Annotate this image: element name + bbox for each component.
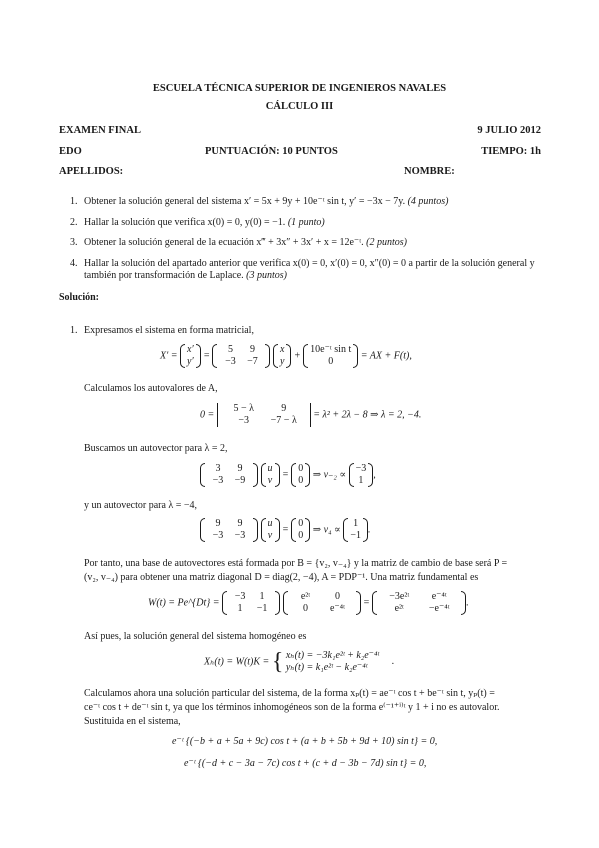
- name-field-label: NOMBRE:: [404, 166, 455, 177]
- matrix: x′ y′: [180, 344, 201, 368]
- solution-paragraph: Sustituida en el sistema,: [84, 716, 181, 727]
- solution-paragraph: y un autovector para λ = −4,: [84, 500, 198, 511]
- solution-paragraph: (v₂, v₋₄) para obtener una matriz diagonal D = diag(2, −4), A = PDP⁻¹. Una matriz fundamental es: [84, 572, 479, 583]
- matrix: −3 1 1 −1: [222, 591, 280, 615]
- solution-heading: Solución:: [59, 292, 100, 303]
- question-number: 1.: [70, 196, 78, 207]
- matrix: 3 9 −3 −9: [200, 463, 258, 487]
- solution-paragraph: Por tanto, una base de autovectores está formada por B = {v₂, v₋₄} y la matriz de cambio de base será P =: [84, 558, 508, 569]
- question-number: 3.: [70, 237, 78, 248]
- solution-paragraph: Calculamos ahora una solución particular del sistema, de la forma xₚ(t) = ae⁻ᵗ cos t + be⁻ᵗ sin t, yₚ(t) =: [84, 688, 495, 699]
- equation-determinant: 0 = 5 − λ 9 −3 −7 − λ = λ² + 2λ − 8 ⇒ λ = 2, −4.: [200, 403, 422, 426]
- equation-matrix-form: X′ = x′ y′ = 5 9 −3 −7 x y + 10e⁻ᵗ sin t 0 = AX + F(t),: [160, 344, 412, 367]
- matrix: x y: [273, 344, 291, 368]
- equation-system: xₕ(t) = −3k₁e²ᵗ + k₂e⁻⁴ᵗ yₕ(t) = k₁e²ᵗ − k₂e⁻⁴ᵗ: [285, 650, 380, 673]
- time-label: TIEMPO: 1h: [481, 146, 541, 157]
- matrix: 0 0: [291, 518, 310, 542]
- matrix: u v: [261, 518, 280, 542]
- matrix: e²ᵗ 0 0 e⁻⁴ᵗ: [283, 591, 361, 615]
- equation-fundamental-matrix: W(t) = Pe^{Dt} = −3 1 1 −1 e²ᵗ 0 0 e⁻⁴ᵗ = −3e²ᵗ e⁻⁴ᵗ e²ᵗ −e⁻⁴ᵗ .: [148, 591, 469, 614]
- question-text: Obtener la solución general de la ecuación x‴ + 3x″ + 3x′ + x = 12e⁻ᵗ.: [84, 237, 364, 248]
- matrix: 1 −1: [343, 518, 368, 542]
- determinant: 5 − λ 9 −3 −7 − λ: [217, 403, 311, 427]
- surname-field-label: APELLIDOS:: [59, 166, 124, 177]
- question-points: (1 punto): [287, 217, 325, 228]
- question-number: 4.: [70, 258, 78, 269]
- matrix: 9 9 −3 −3: [200, 518, 258, 542]
- question-points: (4 puntos): [407, 196, 449, 207]
- solution-paragraph: Expresamos el sistema en forma matricial,: [84, 325, 254, 336]
- matrix: −3 1: [349, 463, 374, 487]
- equation-substitution-2: e⁻ᵗ {(−d + c − 3a − 7c) cos t + (c + d − 3b − 7d) sin t} = 0,: [184, 758, 427, 769]
- equation-eigenvector-4: 9 9 −3 −3 u v = 0 0 ⇒ v₄ ∝ 1 −1 .: [200, 518, 370, 542]
- question-points: (2 puntos): [366, 237, 407, 248]
- school-name: ESCUELA TÉCNICA SUPERIOR DE INGENIEROS NAVALES: [152, 83, 447, 94]
- solution-paragraph: Así pues, la solución general del sistema homogéneo es: [84, 631, 307, 642]
- course-name: CÁLCULO III: [265, 101, 334, 112]
- solution-number: 1.: [70, 325, 78, 336]
- matrix: u v: [261, 463, 280, 487]
- equation-eigenvector-2: 3 9 −3 −9 u v = 0 0 ⇒ v₋₂ ∝ −3 1 ,: [200, 463, 376, 487]
- equation-substitution-1: e⁻ᵗ {(−b + a + 5a + 9c) cos t + (a + b + 5b + 9d + 10) sin t} = 0,: [172, 736, 438, 747]
- solution-paragraph: Buscamos un autovector para λ = 2,: [84, 443, 228, 454]
- question-text: Obtener la solución general del sistema x′ = 5x + 9y + 10e⁻ᵗ sin t, y′ = −3x − 7y.: [84, 196, 406, 207]
- question-text: Hallar la solución del apartado anterior que verifica x(0) = 0, x′(0) = 0, x″(0) = 0 a partir de la solución general y también por transformación de Laplace.: [84, 258, 535, 281]
- matrix: 10e⁻ᵗ sin t 0: [303, 344, 358, 368]
- equation-homogeneous-solution: Xₕ(t) = W(t)K = { xₕ(t) = −3k₁e²ᵗ + k₂e⁻⁴ᵗ yₕ(t) = k₁e²ᵗ − k₂e⁻⁴ᵗ .: [204, 649, 395, 675]
- exam-date: 9 JULIO 2012: [477, 125, 541, 136]
- question-number: 2.: [70, 217, 78, 228]
- question-text: Hallar la solución que verifica x(0) = 0, y(0) = −1.: [84, 217, 286, 228]
- solution-paragraph: Calculamos los autovalores de A,: [84, 383, 218, 394]
- score-label: PUNTUACIÓN: 10 PUNTOS: [205, 146, 338, 157]
- matrix: 5 9 −3 −7: [212, 344, 270, 368]
- matrix: −3e²ᵗ e⁻⁴ᵗ e²ᵗ −e⁻⁴ᵗ: [372, 591, 466, 615]
- exam-title: EXAMEN FINAL: [59, 125, 141, 136]
- solution-paragraph: ce⁻ᵗ cos t + de⁻ᵗ sin t, ya que los términos inhomogéneos son de la forma e⁽⁻¹⁺ⁱ⁾ᵗ y 1 + i no es autovalor.: [84, 702, 500, 713]
- question-points: (3 puntos): [246, 269, 287, 281]
- matrix: 0 0: [291, 463, 310, 487]
- subject: EDO: [59, 146, 82, 157]
